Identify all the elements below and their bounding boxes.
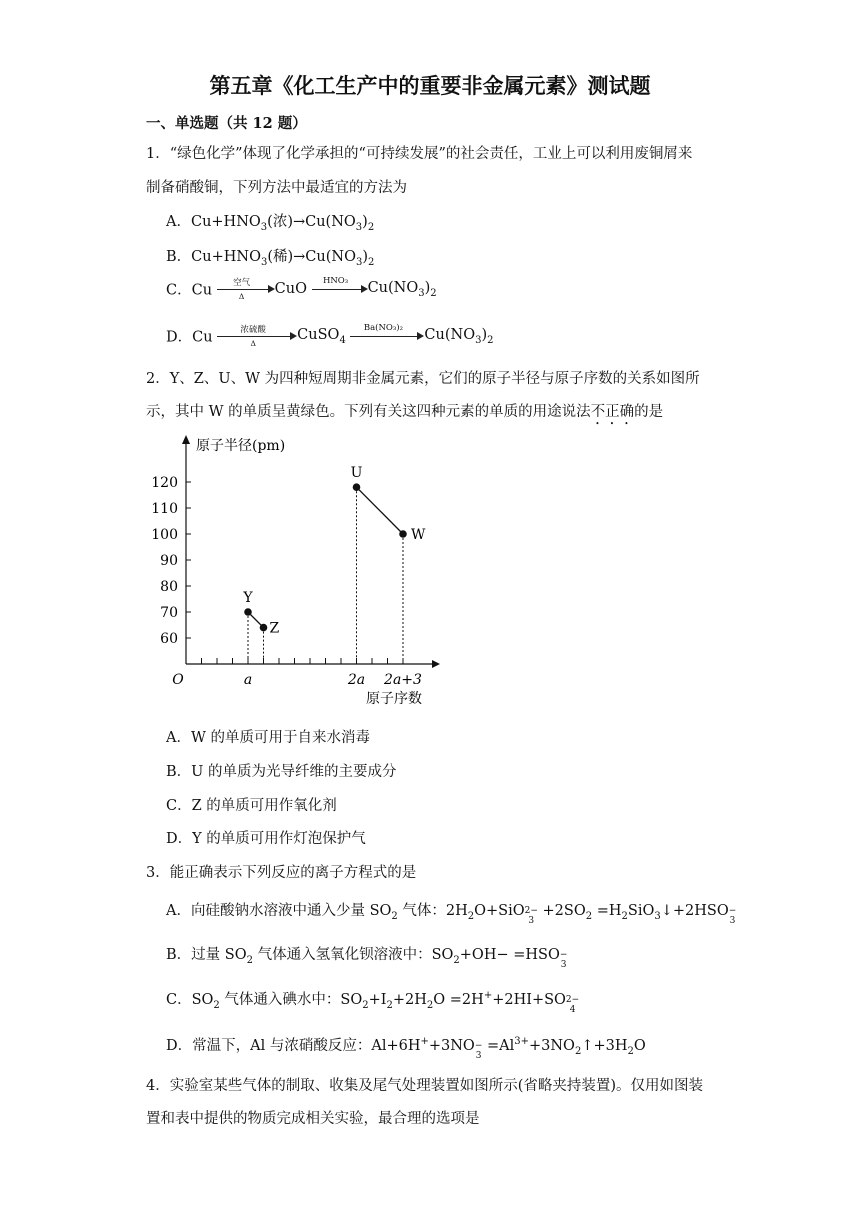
q2-stem-line2: 示，其中 W 的单质呈黄绿色。下列有关这四种元素的单质的用途说法不正确的是	[146, 404, 664, 420]
q1-stem-line1: 1．“绿色化学”体现了化学承担的“可持续发展”的社会责任，工业上可以利用废铜屑来	[146, 146, 693, 162]
x-tick-label: 2a	[347, 672, 366, 688]
series-line-u-w	[357, 487, 404, 534]
q3-option-d: D．常温下，Al 与浓硝酸反应：Al+6H++3NO− $3 =Al^{3+}+3NO_2↑+3H_2O$	[166, 1036, 646, 1061]
q2-option-c: C．Z 的单质可用作氧化剂	[166, 798, 337, 814]
q3-option-c: C．$SO_2$ 气体通入碘水中：$SO_2+I_2+2H_2O =2H^++2HI+SO2-$ 4	[166, 990, 580, 1015]
x-tick-label: a	[243, 672, 253, 688]
y-tick-label: 70	[160, 605, 178, 621]
q3-option-b: B．过量 $SO_2$ 气体通入氢氧化钡溶液中：$SO_2+OH- =HSO-$ 3	[166, 947, 568, 970]
q4-stem-line2: 置和表中提供的物质完成相关实验，最合理的选项是	[146, 1111, 480, 1127]
data-point-z	[260, 624, 268, 632]
point-label: Y	[243, 590, 253, 606]
q2-option-a: A．W 的单质可用于自来水消毒	[166, 730, 370, 746]
y-tick-label: 100	[151, 527, 178, 543]
x-axis-arrow	[432, 660, 440, 668]
y-tick-label: 80	[160, 579, 178, 595]
q2-option-d: D．Y 的单质可用作灯泡保护气	[166, 831, 366, 847]
y-tick-label: 110	[151, 501, 178, 517]
q1-option-c: C．Cu 空气 Δ CuO HNO₃ $Cu(NO_3)_2$	[166, 276, 437, 301]
q1-option-b: B．$Cu+HNO_3$(稀)$\to Cu(NO_3)_2$	[166, 249, 375, 268]
q2-option-b: B．U 的单质为光导纤维的主要成分	[166, 764, 397, 780]
page-title: 第五章《化工生产中的重要非金属元素》测试题	[209, 73, 651, 98]
radius-vs-atomic-number-chart	[150, 430, 450, 715]
data-point-w	[399, 530, 407, 538]
q3-stem: 3．能正确表示下列反应的离子方程式的是	[146, 865, 417, 881]
emphasis-text: 不正确	[590, 404, 635, 420]
reaction-arrow: 空气 Δ	[217, 276, 275, 302]
q4-stem-line1: 4．实验室某些气体的制取、收集及尾气处理装置如图所示(省略夹持装置)。仅用如图装	[146, 1078, 704, 1094]
q2-stem-line1: 2．Y、Z、U、W 为四种短周期非金属元素，它们的原子半径与原子序数的关系如图所	[146, 371, 700, 387]
q3-option-a: A．向硅酸钠水溶液中通入少量 $SO_2$ 气体：$2H_2O+SiO2-$ $3 +2SO_2$ $=H_2SiO_3↓+2HSO-$ 3	[166, 903, 737, 926]
q1-option-a: A．$Cu+HNO_3$(浓)$\to Cu(NO_3)_2$	[166, 214, 375, 233]
data-point-y	[244, 608, 252, 616]
section-heading: 一、单选题（共 12 题）	[146, 115, 307, 132]
point-label: W	[411, 527, 426, 543]
y-axis-arrow	[182, 435, 190, 444]
q1-stem-line2: 制备硝酸铜，下列方法中最适宜的方法为	[146, 180, 407, 196]
x-tick-label: 2a+3	[384, 672, 422, 688]
reaction-arrow: HNO₃	[312, 276, 368, 302]
q1-option-d: D．Cu 浓硫酸 Δ CuSO$_4$ Ba(NO₃)₂ $Cu(NO_3)_2$	[166, 323, 494, 348]
y-axis-label: 原子半径(pm)	[196, 438, 286, 454]
y-tick-label: 120	[151, 475, 178, 491]
y-tick-label: 60	[160, 631, 178, 647]
origin-label: O	[172, 672, 184, 688]
reaction-arrow: Ba(NO₃)₂	[350, 323, 424, 349]
point-label: Z	[269, 620, 280, 637]
reaction-arrow: 浓硫酸 Δ	[217, 323, 297, 349]
y-tick-label: 90	[160, 553, 178, 569]
point-label: U	[350, 465, 363, 482]
x-axis-label: 原子序数	[366, 691, 422, 707]
data-point-u	[353, 483, 361, 491]
